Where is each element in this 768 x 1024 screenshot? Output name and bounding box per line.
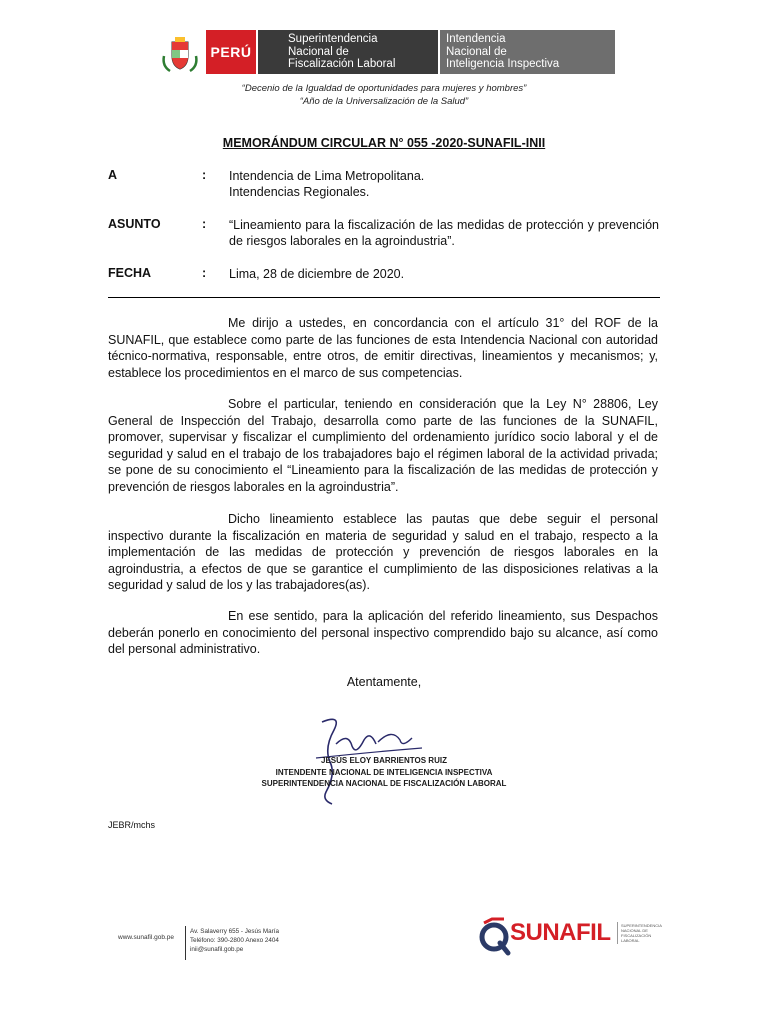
email-line[interactable]: inii@sunafil.gob.pe — [190, 946, 244, 953]
closing: Atentamente, — [346, 675, 422, 689]
year-motto: “Año de la Universalización de la Salud” — [299, 96, 469, 107]
paragraph-2-text: Sobre el particular, teniendo en consideración que la Ley N° 28806, Ley General de Inspección del Trabajo, desarrolla como parte de las funciones de la SUNAFIL, promover, supervisar y fiscalizar el cumplimiento del ordenamiento jurídico socio laboral y el de seguridad y salud en el trabajo de los trabajadores bajo el régimen laboral de la actividad privada; se pone de su conocimiento el “Lineamiento para la fiscalización de las medidas de protección y prevención de riesgos laborales en la agroindustria”. — [108, 397, 658, 494]
address-line: Av. Salaverry 655 - Jesús María — [190, 928, 280, 935]
institution-line: FISCALIZACIÓN — [621, 933, 652, 938]
int-line: Intendencia — [446, 33, 506, 45]
subject-label: ASUNTO — [108, 217, 161, 231]
memo-title: MEMORÁNDUM CIRCULAR N° 055 -2020-SUNAFIL-INII — [222, 136, 546, 150]
footer-logo-divider — [617, 922, 618, 944]
paragraph-3-text: Dicho lineamiento establece las pautas que debe seguir el personal inspectivo durante la fiscalización en materia de seguridad y salud en el trabajo, respecto a la implementación de las medidas de protección y prevención de riesgos laborales en la agroindustria, a efectos de que se garantice el cumplimiento de las disposiciones relativas a la seguridad y salud de los y las trabajadores(as). — [108, 512, 658, 593]
date-label: FECHA — [108, 266, 152, 280]
to-label: A — [108, 168, 118, 182]
signer-institution: SUPERINTENDENCIA NACIONAL DE FISCALIZACIÓN LABORAL — [261, 779, 507, 788]
paragraph-3 — [108, 511, 658, 594]
sunafil-wordmark: SUNAFIL — [510, 919, 611, 946]
divider — [108, 297, 660, 298]
initials: JEBR/mchs — [108, 820, 156, 830]
coat-of-arms-icon — [160, 36, 200, 74]
phone-line: Teléfono: 390-2800 Anexo 2404 — [190, 937, 279, 944]
intendencia-block — [440, 30, 615, 74]
int-line: Inteligencia Inspectiva — [446, 58, 560, 70]
peru-logo: PERÚ — [206, 30, 256, 74]
superintendencia-block — [258, 30, 438, 74]
int-line: Nacional de — [446, 45, 507, 58]
paragraph-1 — [108, 315, 658, 381]
paragraph-2 — [108, 396, 658, 496]
signer-name: JESÚS ELOY BARRIENTOS RUIZ — [321, 756, 447, 765]
sup-line: Fiscalización Laboral — [288, 58, 396, 70]
sup-line: Superintendencia — [288, 33, 378, 45]
decade-motto: “Decenio de la Igualdad de oportunidades para mujeres y hombres” — [241, 83, 527, 94]
footer-address — [190, 927, 279, 954]
paragraph-4 — [108, 608, 658, 658]
institution-line: NACIONAL DE — [621, 928, 648, 933]
sup-line: Nacional de — [288, 45, 349, 58]
to-line: Intendencias Regionales. — [229, 185, 370, 199]
footer-institution — [621, 923, 681, 943]
paragraph-4-text: En ese sentido, para la aplicación del referido lineamiento, sus Despachos deberán ponerlo en conocimiento del personal inspectivo comprendido bajo su alcance, así como del personal administrativo. — [108, 609, 658, 657]
institution-line: SUPERINTENDENCIA — [621, 923, 662, 928]
to-line: Intendencia de Lima Metropolitana. — [229, 169, 425, 183]
subject-colon: : — [202, 217, 207, 231]
to-value — [229, 168, 424, 200]
paragraph-1-text: Me dirijo a ustedes, en concordancia con el artículo 31° del ROF de la SUNAFIL, que establece como parte de las funciones de esta Intendencia Nacional con autoridad técnico-normativa, responsable, entre otros, de emitir directivas, lineamientos y mecanismos; y, establece los procedimientos en el marco de sus competencias. — [108, 316, 658, 380]
signer-role: INTENDENTE NACIONAL DE INTELIGENCIA INSPECTIVA — [275, 768, 493, 777]
date-colon: : — [202, 266, 207, 280]
institution-line: LABORAL — [621, 938, 640, 943]
footer-website[interactable]: www.sunafil.gob.pe — [118, 934, 175, 941]
footer-divider — [185, 926, 186, 960]
subject-value: “Lineamiento para la fiscalización de las medidas de protección y prevención de riesgos laborales en la agroindustria”. — [229, 218, 659, 248]
to-colon: : — [202, 168, 207, 182]
date-value: Lima, 28 de diciembre de 2020. — [229, 267, 405, 281]
